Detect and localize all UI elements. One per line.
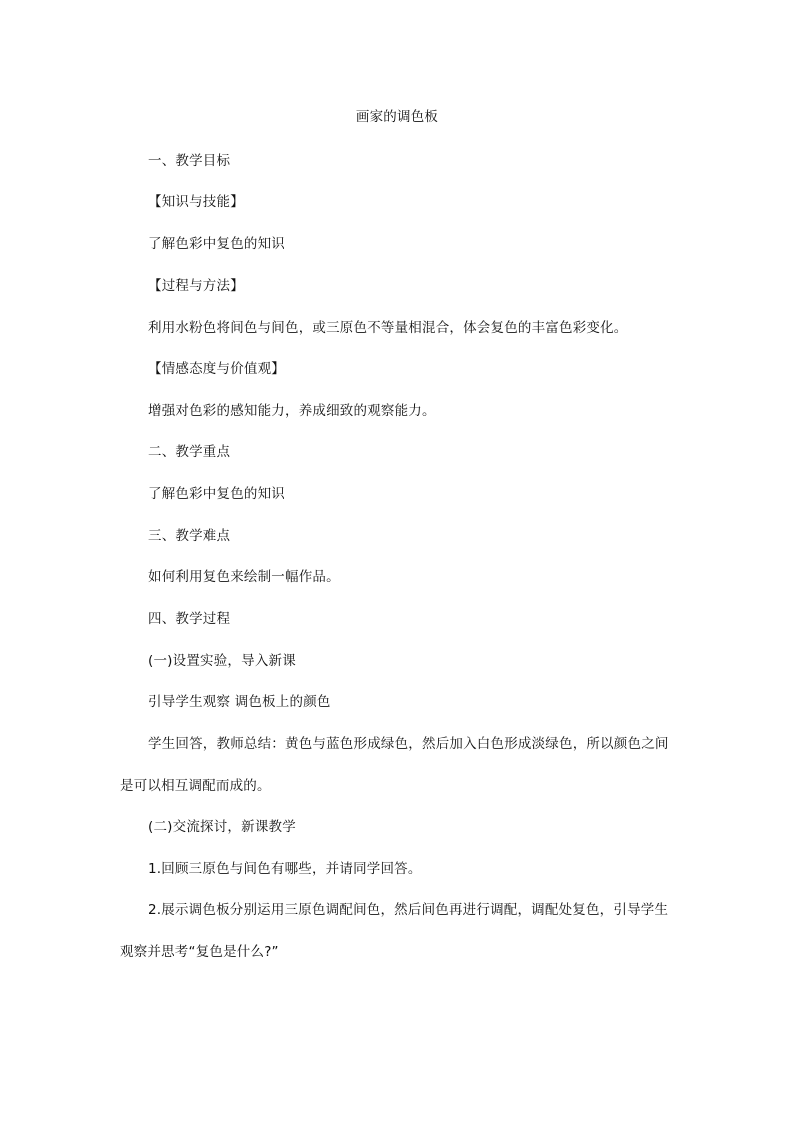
paragraph: 增强对色彩的感知能力，养成细致的观察能力。 [148,403,436,419]
section-heading-difficulties: 三、教学难点 [148,528,231,544]
paragraph-continuation: 是可以相互调配而成的。 [120,778,271,794]
section-heading-key-points: 二、教学重点 [148,444,231,460]
paragraph: 2.展示调色板分别运用三原色调配间色，然后间色再进行调配，调配处复色，引导学生 [148,902,669,918]
paragraph: 了解色彩中复色的知识 [148,486,285,502]
subheading-process-methods: 【过程与方法】 [148,278,244,294]
paragraph: 利用水粉色将间色与间色，或三原色不等量相混合，体会复色的丰富色彩变化。 [148,320,628,336]
paragraph: 了解色彩中复色的知识 [148,236,285,252]
paragraph-continuation: 观察并思考“复色是什么?” [120,944,279,960]
paragraph: 学生回答，教师总结：黄色与蓝色形成绿色，然后加入白色形成淡绿色，所以颜色之间 [148,736,669,752]
paragraph: 引导学生观察 调色板上的颜色 [148,694,331,710]
subheading-attitudes-values: 【情感态度与价值观】 [148,361,285,377]
subheading-discussion: (二)交流探讨，新课教学 [148,819,296,835]
paragraph: 1.回顾三原色与间色有哪些，并请同学回答。 [148,861,422,877]
page-title: 画家的调色板 [355,109,439,125]
subheading-experiment: (一)设置实验，导入新课 [148,653,296,669]
section-heading-objectives: 一、教学目标 [148,153,231,169]
paragraph: 如何利用复色来绘制一幅作品。 [148,569,340,585]
subheading-knowledge-skills: 【知识与技能】 [148,194,244,210]
section-heading-process: 四、教学过程 [148,611,231,627]
